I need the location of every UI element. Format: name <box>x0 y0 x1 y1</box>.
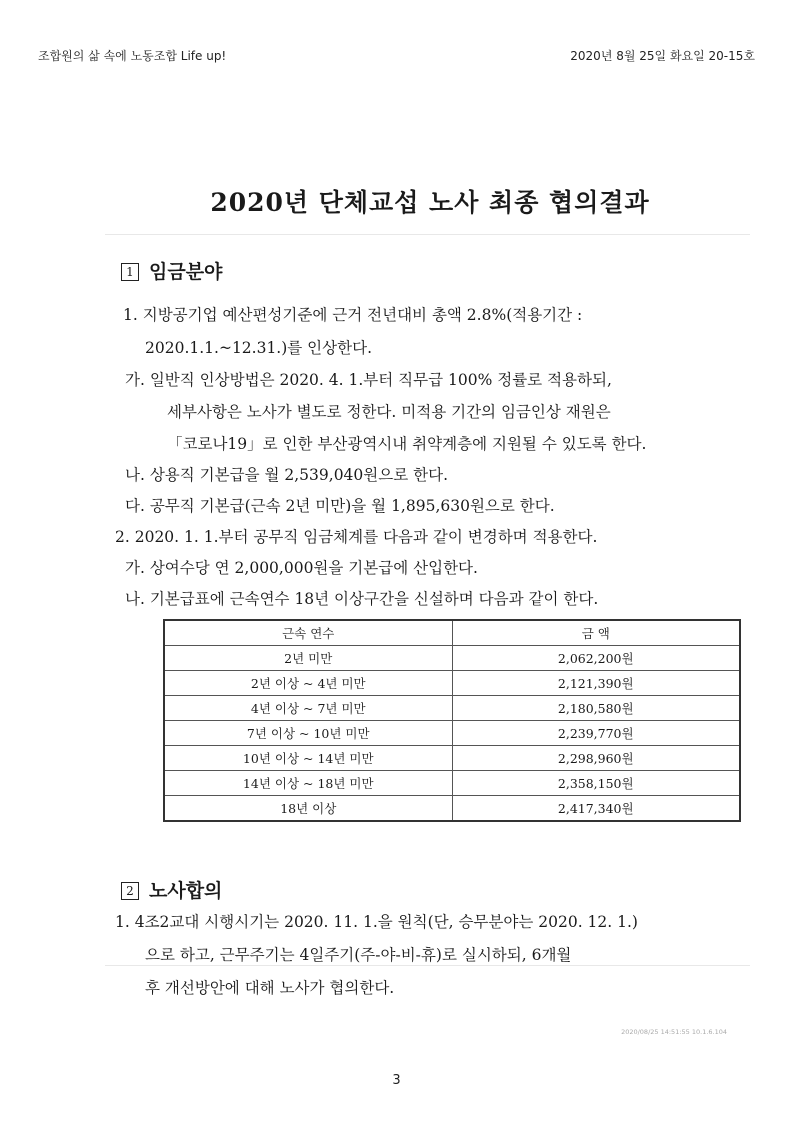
table-row <box>164 721 740 746</box>
amount-cell: 2,180,580원 <box>452 696 740 721</box>
wage-item-2-na: 나. 기본급표에 근속연수 18년 이상구간을 신설하며 다음과 같이 한다. <box>125 590 599 608</box>
wage-item-1-ga-cont: 「코로나19」로 인한 부산광역시내 취약계층에 지원될 수 있도록 한다. <box>167 435 647 453</box>
wage-item-1-ga-cont: 세부사항은 노사가 별도로 정한다. 미적용 기간의 임금인상 재원은 <box>167 403 611 421</box>
amount-cell: 2,239,770원 <box>452 721 740 746</box>
table-row <box>164 746 740 771</box>
section-title: 임금분야 <box>149 261 223 283</box>
issue-date: 2020년 8월 25일 화요일 20-15호 <box>570 49 755 63</box>
section-number-box: 1 <box>121 263 139 281</box>
scan-divider <box>105 965 750 966</box>
wage-item-1-cont: 2020.1.1.~12.31.)를 인상한다. <box>145 339 373 357</box>
table-row <box>164 796 740 822</box>
tenure-cell: 2년 이상 ~ 4년 미만 <box>164 671 452 696</box>
tenure-cell: 7년 이상 ~ 10년 미만 <box>164 721 452 746</box>
section-heading-labor-agreement <box>121 876 222 903</box>
agreement-item-1: 1. 4조2교대 시행시기는 2020. 11. 1.을 원칙(단, 승무분야는 2020. 12. 1.) <box>115 913 638 931</box>
scan-divider <box>105 234 750 235</box>
section-title: 노사합의 <box>149 880 223 902</box>
amount-cell: 2,358,150원 <box>452 771 740 796</box>
document-title: 2020년 단체교섭 노사 최종 협의결과 <box>210 188 650 217</box>
wage-item-2-ga: 가. 상여수당 연 2,000,000원을 기본급에 산입한다. <box>125 559 478 577</box>
page-number: 3 <box>392 1073 401 1088</box>
tenure-cell: 18년 이상 <box>164 796 452 822</box>
wage-item-1-da: 다. 공무직 기본급(근속 2년 미만)을 월 1,895,630원으로 한다. <box>125 497 555 515</box>
tenure-cell: 4년 이상 ~ 7년 미만 <box>164 696 452 721</box>
tenure-cell: 2년 미만 <box>164 646 452 671</box>
amount-cell: 2,062,200원 <box>452 646 740 671</box>
tenure-cell: 14년 이상 ~ 18년 미만 <box>164 771 452 796</box>
wage-item-1-ga: 가. 일반직 인상방법은 2020. 4. 1.부터 직무급 100% 정률로 적용하되, <box>125 371 612 389</box>
tenure-cell: 10년 이상 ~ 14년 미만 <box>164 746 452 771</box>
base-pay-table <box>163 619 741 822</box>
amount-cell: 2,298,960원 <box>452 746 740 771</box>
wage-item-1-na: 나. 상용직 기본급을 월 2,539,040원으로 한다. <box>125 466 448 484</box>
table-header-row <box>164 620 740 646</box>
column-header-tenure: 근속 연수 <box>164 620 452 646</box>
wage-item-1: 1. 지방공기업 예산편성기준에 근거 전년대비 총액 2.8%(적용기간 : <box>123 306 583 324</box>
amount-cell: 2,417,340원 <box>452 796 740 822</box>
section-number-box: 2 <box>121 882 139 900</box>
scanned-document <box>115 150 745 1060</box>
table-row <box>164 646 740 671</box>
amount-cell: 2,121,390원 <box>452 671 740 696</box>
agreement-item-1-cont: 후 개선방안에 대해 노사가 협의한다. <box>145 979 395 997</box>
agreement-item-1-cont: 으로 하고, 근무주기는 4일주기(주-야-비-휴)로 실시하되, 6개월 <box>145 946 572 964</box>
table-row <box>164 696 740 721</box>
table-row <box>164 771 740 796</box>
scan-timestamp: 2020/08/25 14:51:55 10.1.6.104 <box>621 1028 727 1036</box>
column-header-amount: 금 액 <box>452 620 740 646</box>
wage-item-2: 2. 2020. 1. 1.부터 공무직 임금체계를 다음과 같이 변경하며 적용한다. <box>115 528 598 546</box>
section-heading-wage <box>121 257 222 284</box>
table-row <box>164 671 740 696</box>
newsletter-slogan: 조합원의 삶 속에 노동조합 Life up! <box>38 49 227 63</box>
